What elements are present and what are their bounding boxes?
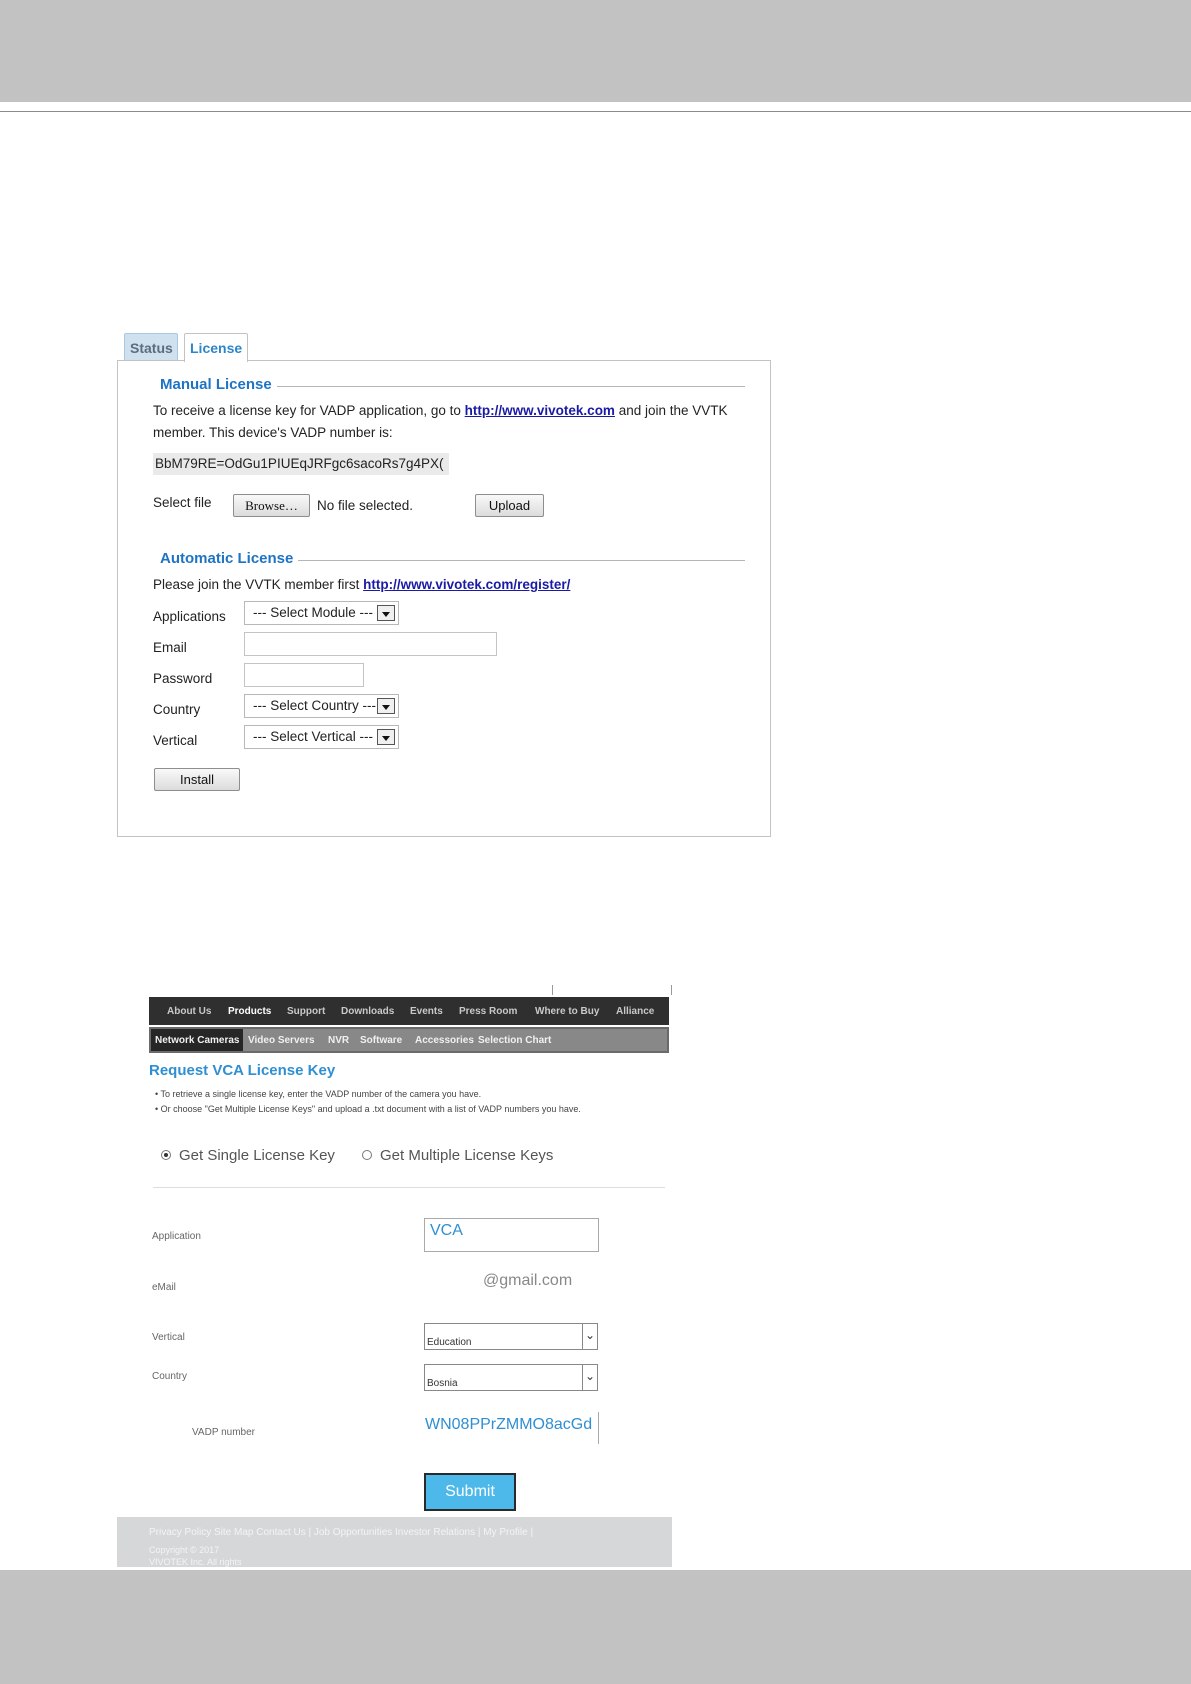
site-footer	[117, 1517, 672, 1567]
desc-text-2: and join the VVTK	[614, 403, 728, 418]
applications-select[interactable]	[244, 601, 399, 625]
footer-links[interactable]: Privacy Policy Site Map Contact Us | Job Opportunities Investor Relations | My Profile |	[149, 1527, 534, 1538]
password-label: Password	[153, 671, 213, 686]
instruction-text-2: Or choose "Get Multiple License Keys" and upload a .txt document with a list of VADP numbers you have.	[160, 1104, 581, 1114]
top-navigation	[149, 997, 669, 1025]
vivotek-link[interactable]: http://www.vivotek.com	[464, 403, 615, 418]
footer-copyright	[149, 1544, 242, 1567]
email-label: eMail	[152, 1282, 176, 1293]
automatic-license-title-text: Automatic License	[160, 550, 294, 567]
submit-button[interactable]: Submit	[424, 1473, 516, 1511]
application-field[interactable]: VCA	[424, 1218, 599, 1252]
email-label: Email	[153, 640, 187, 655]
join-member-text	[153, 577, 570, 592]
manual-license-title-text: Manual License	[160, 376, 272, 393]
vadp-label: VADP number	[192, 1427, 255, 1438]
nav-downloads[interactable]: Downloads	[341, 1006, 395, 1017]
radio-selected-icon	[161, 1150, 171, 1160]
subnav-video-servers[interactable]: Video Servers	[248, 1035, 315, 1046]
radio-multiple-licenses[interactable]	[362, 1147, 553, 1164]
license-panel	[117, 360, 771, 837]
manual-license-title	[135, 376, 277, 393]
register-link[interactable]: http://www.vivotek.com/register/	[363, 577, 571, 592]
nav-where-to-buy[interactable]: Where to Buy	[535, 1006, 600, 1017]
tab-status[interactable]: Status	[124, 333, 178, 361]
company-text: VIVOTEK Inc. All rights	[149, 1557, 242, 1567]
vadp-number-field[interactable]: WN08PPrZMMO8acGd	[424, 1412, 599, 1444]
chevron-down-icon	[377, 729, 395, 745]
install-button[interactable]: Install	[154, 768, 240, 791]
nav-support[interactable]: Support	[287, 1006, 326, 1017]
vertical-select[interactable]	[424, 1323, 598, 1350]
vertical-select-value: Education	[427, 1337, 472, 1348]
vertical-select-value: --- Select Vertical ---	[253, 729, 374, 744]
instruction-bullet-1: • To retrieve a single license key, enter the VADP number of the camera you have.	[155, 1089, 482, 1099]
nav-alliance[interactable]: Alliance	[616, 1006, 655, 1017]
country-label: Country	[152, 1371, 188, 1382]
automatic-license-title	[135, 550, 298, 567]
instruction-text-1: To retrieve a single license key, enter the VADP number of the camera you have.	[160, 1089, 482, 1099]
manual-license-description	[153, 403, 728, 418]
subnav-selection-chart[interactable]: Selection Chart	[478, 1035, 552, 1046]
header-divider	[0, 111, 1191, 112]
chevron-down-icon	[377, 698, 395, 714]
subnav-accessories[interactable]: Accessories	[415, 1035, 474, 1046]
country-select-value: --- Select Country ---	[253, 698, 377, 713]
manual-license-description-line2: member. This device's VADP number is:	[153, 425, 393, 440]
page-header-band	[0, 0, 1191, 102]
country-select[interactable]	[244, 694, 399, 718]
nav-about-us[interactable]: About Us	[167, 1006, 212, 1017]
chevron-down-icon: ⌄	[582, 1324, 597, 1349]
instruction-bullet-2: • Or choose "Get Multiple License Keys" and upload a .txt document with a list of VADP numbers you have.	[155, 1104, 581, 1114]
browse-button[interactable]: Browse…	[233, 494, 310, 517]
country-label: Country	[153, 702, 201, 717]
email-field[interactable]	[244, 632, 497, 656]
page-footer-band	[0, 1570, 1191, 1684]
password-field[interactable]	[244, 663, 364, 687]
vadp-number-field[interactable]: BbM79RE=OdGu1PIUEqJRFgc6sacoRs7g4PX(	[153, 453, 449, 475]
nav-events[interactable]: Events	[410, 1006, 443, 1017]
radio-single-license[interactable]	[161, 1147, 335, 1164]
vivotek-license-webpage	[117, 985, 672, 1567]
radio-unselected-icon	[362, 1150, 372, 1160]
copyright-text: Copyright © 2017	[149, 1545, 220, 1555]
vertical-label: Vertical	[152, 1332, 185, 1343]
page-title: Request VCA License Key	[149, 1062, 336, 1079]
subnav-network-cameras[interactable]: Network Cameras	[151, 1029, 243, 1051]
radio-multiple-label: Get Multiple License Keys	[380, 1147, 554, 1164]
form-divider	[153, 1187, 665, 1188]
chevron-down-icon	[377, 605, 395, 621]
upload-button[interactable]: Upload	[475, 494, 544, 517]
tab-license[interactable]: License	[184, 333, 248, 362]
product-subnavigation	[149, 1027, 669, 1053]
chevron-down-icon: ⌄	[582, 1365, 597, 1390]
radio-single-label: Get Single License Key	[179, 1147, 335, 1164]
subnav-nvr[interactable]: NVR	[328, 1035, 350, 1046]
nav-products[interactable]: Products	[228, 1006, 272, 1017]
cropped-header-fragment	[552, 985, 672, 995]
select-file-label: Select file	[153, 495, 212, 510]
join-text: Please join the VVTK member first	[153, 577, 364, 592]
application-label: Application	[152, 1231, 201, 1242]
country-select[interactable]	[424, 1364, 598, 1391]
vertical-label: Vertical	[153, 733, 198, 748]
desc-text-1: To receive a license key for VADP application, go to	[153, 403, 465, 418]
applications-select-value: --- Select Module ---	[253, 605, 374, 620]
file-status-text: No file selected.	[317, 498, 414, 513]
nav-press-room[interactable]: Press Room	[459, 1006, 518, 1017]
applications-label: Applications	[153, 609, 226, 624]
subnav-software[interactable]: Software	[360, 1035, 403, 1046]
vertical-select[interactable]	[244, 725, 399, 749]
country-select-value: Bosnia	[427, 1378, 458, 1389]
email-field[interactable]: @gmail.com	[483, 1272, 573, 1289]
